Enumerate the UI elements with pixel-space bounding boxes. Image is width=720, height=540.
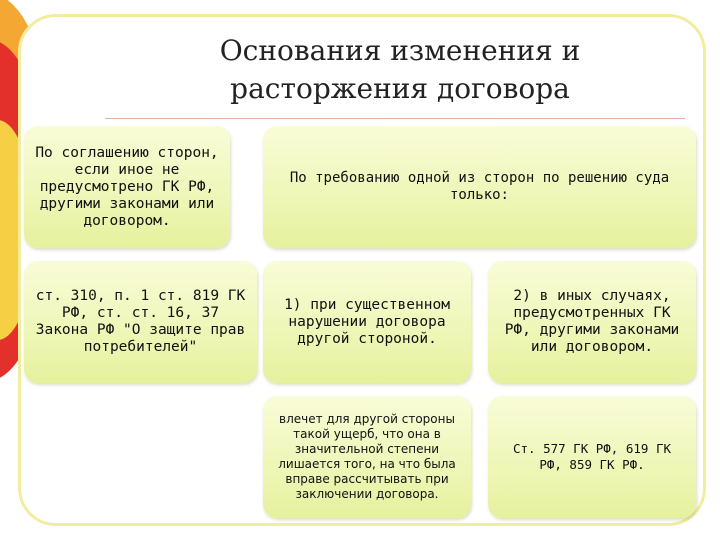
- box-laws-reference: [24, 261, 257, 383]
- box-civil-code-articles-text: Ст. 577 ГК РФ, 619 ГК РФ, 859 ГК РФ.: [512, 441, 672, 472]
- title-divider: [105, 118, 685, 119]
- box-civil-code-articles: [488, 396, 696, 518]
- box-agreement: [24, 126, 230, 248]
- box-breach-definition-text: влечет для другой стороны такой ущерб, что она в значительной степени лишается того, на что была вправе рассчитывать при заключении договора.: [278, 412, 456, 501]
- box-material-breach: [263, 261, 471, 383]
- box-agreement-text: По соглашению сторон, если иное не предусмотрено ГК РФ, другими законами или договором.: [35, 144, 219, 229]
- slide-title: [150, 32, 650, 108]
- box-material-breach-text: 1) при существенном нарушении договора другой стороной.: [284, 296, 450, 347]
- box-other-cases-text: 2) в иных случаях, предусмотренных ГК РФ, другими законами или договором.: [504, 288, 680, 355]
- title-line-2: расторжения договора: [230, 72, 570, 105]
- box-laws-reference-text: ст. 310, п. 1 ст. 819 ГК РФ, ст. ст. 16, 37 Закона РФ "О защите прав потребителей": [35, 288, 246, 355]
- box-other-cases: [488, 261, 696, 383]
- box-court-demand-text: По требованию одной из сторон по решению суда только:: [289, 170, 670, 203]
- title-line-1: Основания изменения и: [219, 34, 581, 67]
- box-breach-definition: [263, 396, 471, 518]
- box-court-demand: [263, 126, 696, 248]
